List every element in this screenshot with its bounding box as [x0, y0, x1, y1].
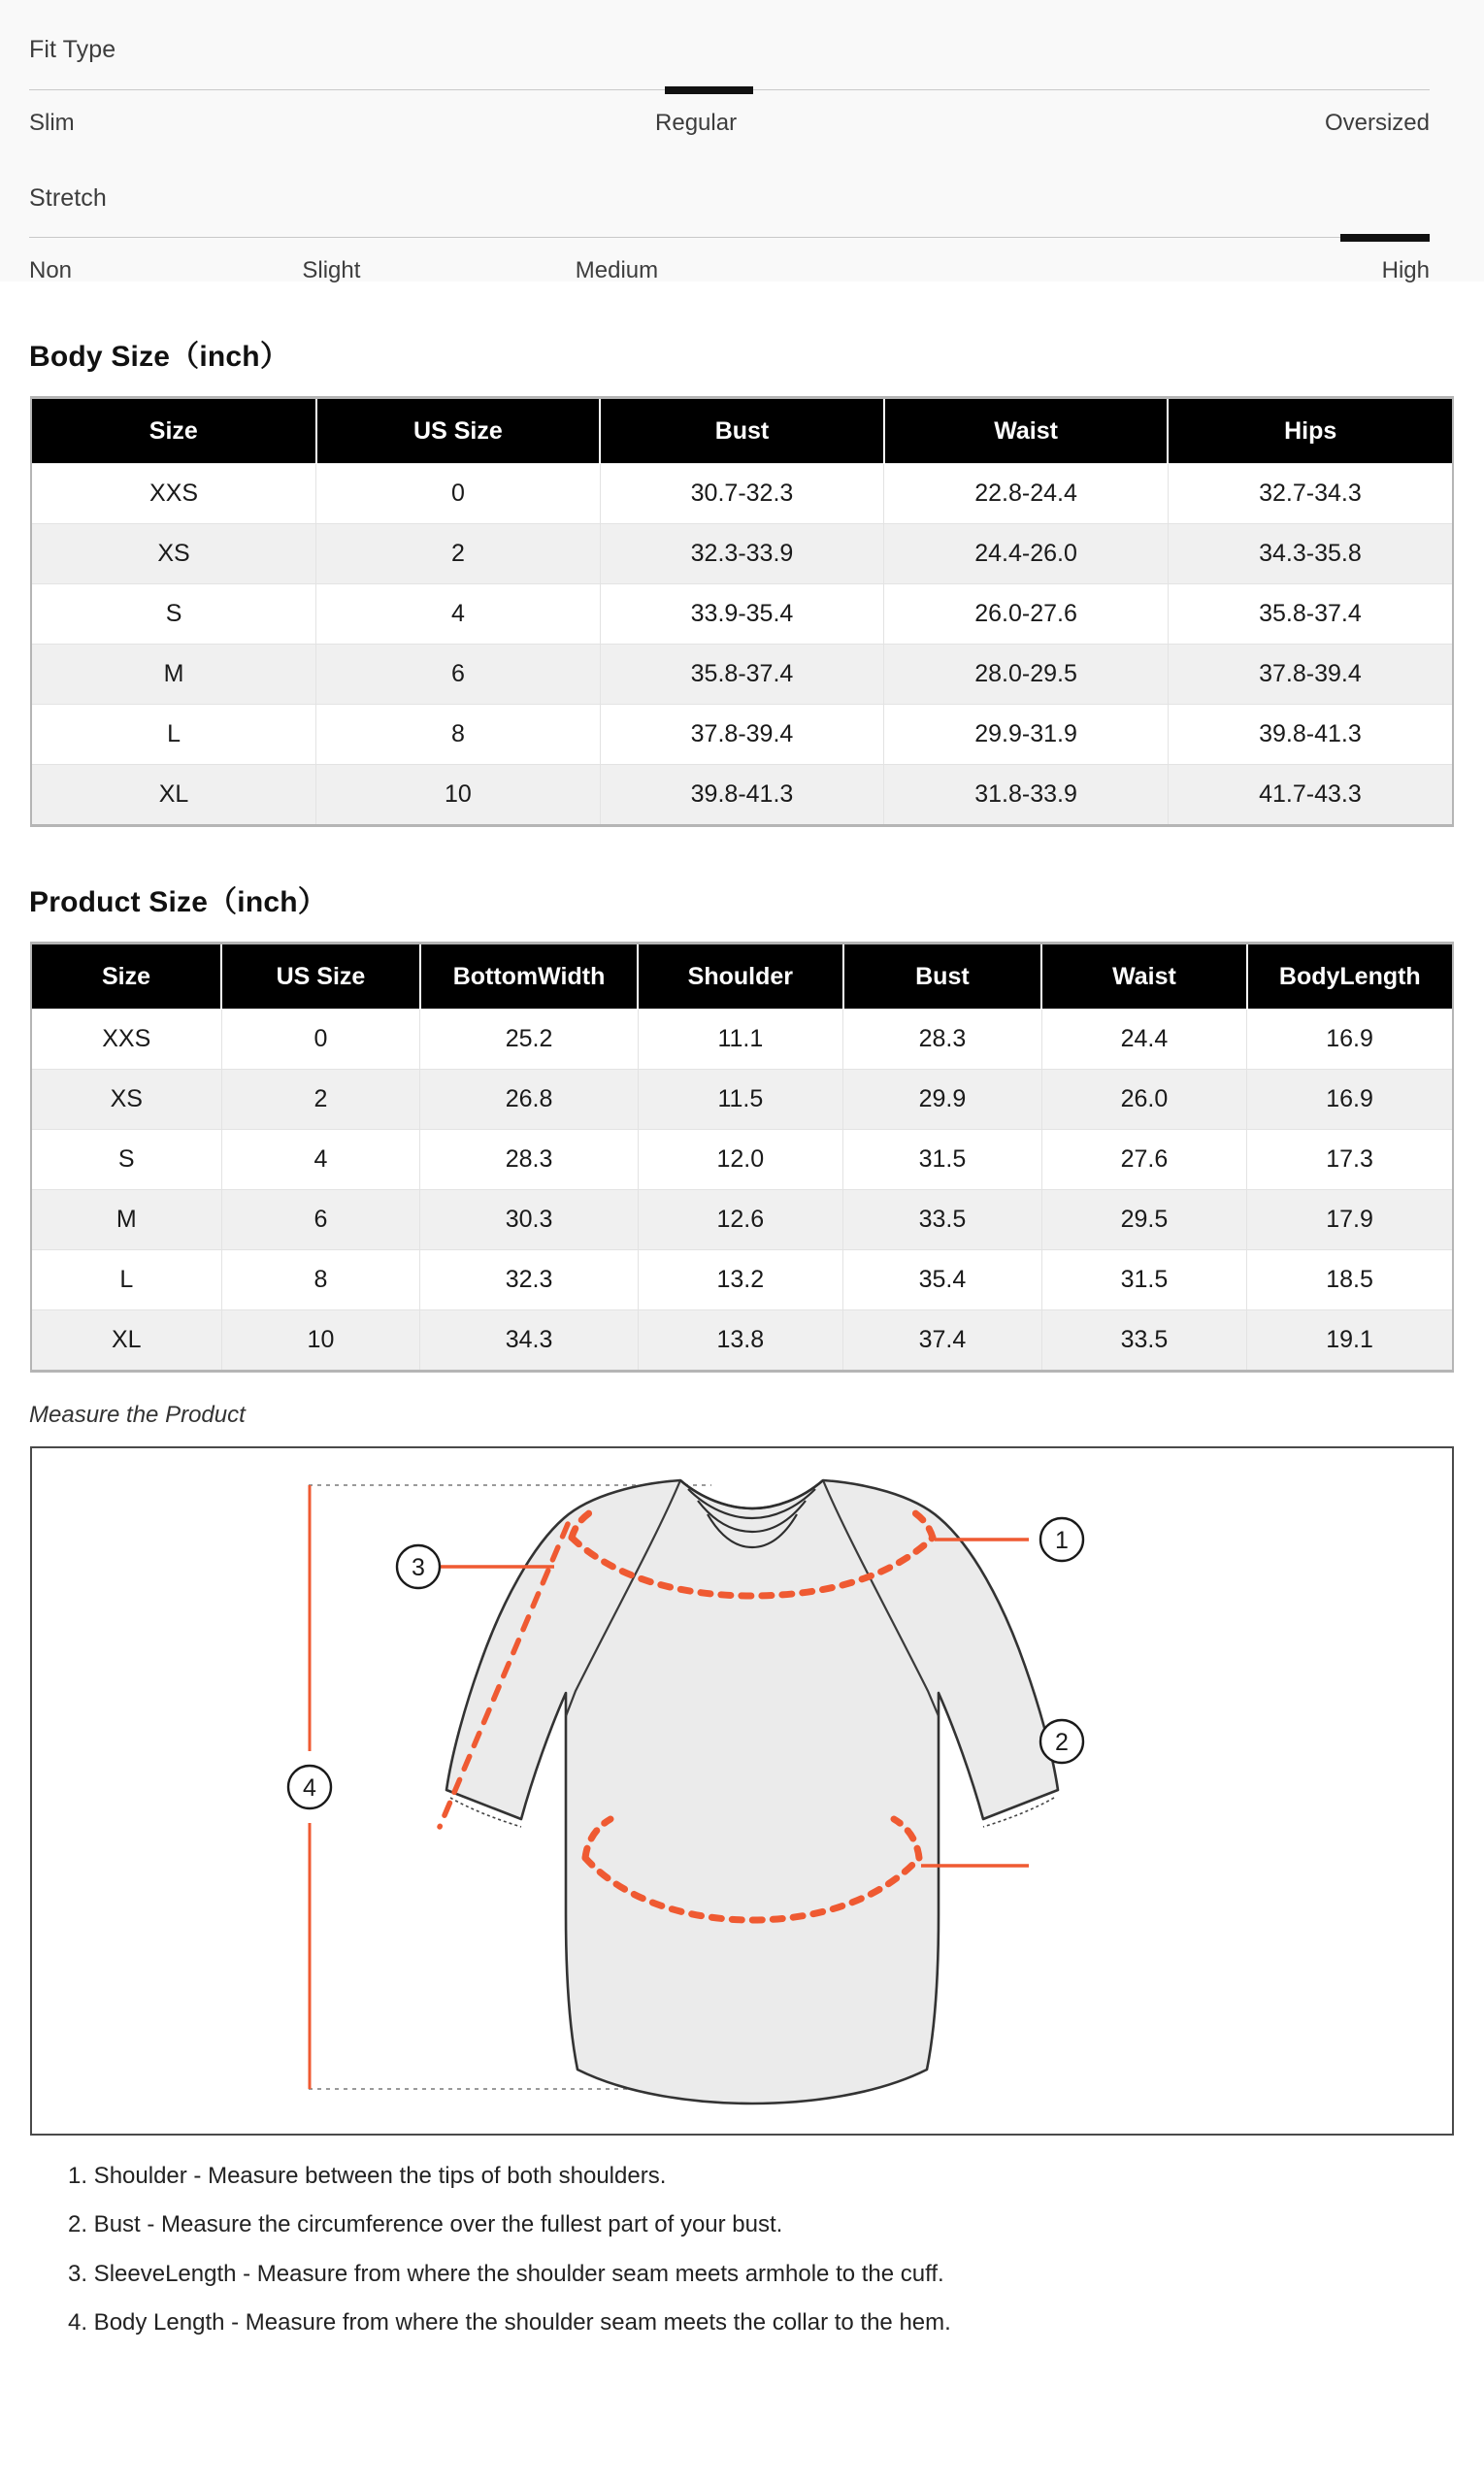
- note-item: 1. Shoulder - Measure between the tips of both shoulders.: [68, 2163, 667, 2189]
- table-cell: 32.3: [420, 1250, 638, 1310]
- table-cell: 22.8-24.4: [884, 464, 1169, 524]
- table-cell: 30.7-32.3: [600, 464, 884, 524]
- note-item: 3. SleeveLength - Measure from where the shoulder seam meets armhole to the cuff.: [68, 2260, 944, 2287]
- table-cell: 16.9: [1247, 1010, 1452, 1070]
- stretch-slider-labels: [29, 257, 1430, 290]
- table-cell: S: [32, 584, 316, 645]
- marker-1: [1040, 1518, 1083, 1561]
- table-cell: 29.9: [843, 1070, 1042, 1130]
- table-cell: 17.9: [1247, 1190, 1452, 1250]
- measure-the-product-caption: Measure the Product: [29, 1402, 246, 1428]
- column-header: Bust: [843, 944, 1042, 1010]
- table-cell: XS: [32, 524, 316, 584]
- column-header: BottomWidth: [420, 944, 638, 1010]
- table-row: [32, 1310, 1452, 1371]
- table-cell: 13.8: [638, 1310, 842, 1371]
- table-cell: 33.5: [843, 1190, 1042, 1250]
- table-cell: 11.1: [638, 1010, 842, 1070]
- fit-type-slider-thumb[interactable]: [665, 86, 753, 94]
- fit-type-group: [29, 37, 1455, 143]
- table-cell: 24.4-26.0: [884, 524, 1169, 584]
- garment-diagram-svg: [32, 1448, 1452, 2134]
- stretch-title: Stretch: [29, 183, 107, 212]
- fit-type-slider[interactable]: [29, 85, 1430, 94]
- table-cell: 2: [316, 524, 601, 584]
- column-header: Hips: [1168, 399, 1452, 464]
- column-header: Size: [32, 944, 221, 1010]
- table-cell: 10: [316, 765, 601, 825]
- table-cell: 19.1: [1247, 1310, 1452, 1371]
- table-cell: 31.5: [1041, 1250, 1246, 1310]
- table-cell: XS: [32, 1070, 221, 1130]
- table-cell: 35.8-37.4: [600, 645, 884, 705]
- fit-type-slider-labels: [29, 110, 1430, 143]
- table-cell: 10: [221, 1310, 420, 1371]
- table-cell: 17.3: [1247, 1130, 1452, 1190]
- table-cell: 26.0: [1041, 1070, 1246, 1130]
- table-cell: 37.8-39.4: [600, 705, 884, 765]
- table-cell: 30.3: [420, 1190, 638, 1250]
- measurement-notes: [29, 2161, 1484, 2339]
- table-cell: 2: [221, 1070, 420, 1130]
- table-cell: M: [32, 645, 316, 705]
- table-cell: 0: [316, 464, 601, 524]
- garment-illustration: [446, 1480, 1058, 2104]
- table-cell: 41.7-43.3: [1168, 765, 1452, 825]
- table-cell: 11.5: [638, 1070, 842, 1130]
- table-row: [32, 1190, 1452, 1250]
- stretch-option-slight[interactable]: Slight: [302, 257, 361, 283]
- stretch-option-high[interactable]: High: [1381, 257, 1430, 283]
- fit-type-title: Fit Type: [29, 36, 116, 63]
- table-cell: 12.0: [638, 1130, 842, 1190]
- table-cell: 4: [316, 584, 601, 645]
- table-cell: 16.9: [1247, 1070, 1452, 1130]
- body-size-table: [32, 399, 1452, 824]
- product-size-heading: Product Size（inch）: [29, 886, 327, 918]
- table-cell: 35.4: [843, 1250, 1042, 1310]
- product-size-table-wrapper: [30, 942, 1454, 1373]
- table-cell: 28.3: [843, 1010, 1042, 1070]
- note-item: 4. Body Length - Measure from where the shoulder seam meets the collar to the hem.: [68, 2309, 951, 2336]
- table-row: [32, 765, 1452, 825]
- table-cell: 37.8-39.4: [1168, 645, 1452, 705]
- stretch-slider-line: [29, 237, 1430, 238]
- column-header: Waist: [884, 399, 1169, 464]
- table-header-row: [32, 944, 1452, 1010]
- column-header: Shoulder: [638, 944, 842, 1010]
- table-cell: 28.0-29.5: [884, 645, 1169, 705]
- note-item: 2. Bust - Measure the circumference over the fullest part of your bust.: [68, 2211, 783, 2238]
- table-cell: 12.6: [638, 1190, 842, 1250]
- column-header: Size: [32, 399, 316, 464]
- marker-3: [397, 1545, 440, 1588]
- column-header: Bust: [600, 399, 884, 464]
- table-body: [32, 464, 1452, 825]
- stretch-slider-thumb[interactable]: [1340, 234, 1430, 242]
- table-cell: 27.6: [1041, 1130, 1246, 1190]
- table-cell: 24.4: [1041, 1010, 1246, 1070]
- table-cell: 29.9-31.9: [884, 705, 1169, 765]
- table-cell: 26.0-27.6: [884, 584, 1169, 645]
- table-cell: 4: [221, 1130, 420, 1190]
- table-cell: 34.3-35.8: [1168, 524, 1452, 584]
- body-size-table-wrapper: [30, 396, 1454, 827]
- marker-2: [1040, 1720, 1083, 1763]
- table-row: [32, 1010, 1452, 1070]
- table-row: [32, 464, 1452, 524]
- table-row: [32, 584, 1452, 645]
- fit-panel: [0, 0, 1484, 282]
- column-header: BodyLength: [1247, 944, 1452, 1010]
- table-cell: 13.2: [638, 1250, 842, 1310]
- table-cell: XXS: [32, 1010, 221, 1070]
- fit-type-option-slim[interactable]: Slim: [29, 109, 75, 136]
- marker-3-label: 3: [412, 1554, 425, 1581]
- table-cell: 6: [316, 645, 601, 705]
- table-cell: M: [32, 1190, 221, 1250]
- table-cell: 33.5: [1041, 1310, 1246, 1371]
- product-size-table: [32, 944, 1452, 1370]
- table-header-row: [32, 399, 1452, 464]
- stretch-option-medium[interactable]: Medium: [575, 257, 659, 283]
- table-row: [32, 1130, 1452, 1190]
- table-cell: 37.4: [843, 1310, 1042, 1371]
- table-cell: 25.2: [420, 1010, 638, 1070]
- table-cell: XXS: [32, 464, 316, 524]
- table-cell: L: [32, 705, 316, 765]
- table-cell: 31.5: [843, 1130, 1042, 1190]
- stretch-slider[interactable]: [29, 233, 1430, 242]
- stretch-option-non[interactable]: Non: [29, 257, 73, 283]
- table-cell: 33.9-35.4: [600, 584, 884, 645]
- table-cell: 29.5: [1041, 1190, 1246, 1250]
- table-cell: 8: [316, 705, 601, 765]
- table-cell: XL: [32, 765, 316, 825]
- table-row: [32, 524, 1452, 584]
- marker-4: [288, 1766, 331, 1808]
- table-cell: 35.8-37.4: [1168, 584, 1452, 645]
- marker-2-label: 2: [1055, 1729, 1069, 1756]
- table-cell: 18.5: [1247, 1250, 1452, 1310]
- column-header: US Size: [316, 399, 601, 464]
- column-header: US Size: [221, 944, 420, 1010]
- table-row: [32, 705, 1452, 765]
- table-cell: 34.3: [420, 1310, 638, 1371]
- table-cell: L: [32, 1250, 221, 1310]
- table-cell: XL: [32, 1310, 221, 1371]
- marker-1-label: 1: [1055, 1527, 1069, 1554]
- column-header: Waist: [1041, 944, 1246, 1010]
- table-cell: 32.3-33.9: [600, 524, 884, 584]
- table-cell: 39.8-41.3: [600, 765, 884, 825]
- table-cell: S: [32, 1130, 221, 1190]
- fit-type-option-regular[interactable]: Regular: [655, 109, 738, 136]
- table-cell: 26.8: [420, 1070, 638, 1130]
- table-cell: 28.3: [420, 1130, 638, 1190]
- table-row: [32, 1070, 1452, 1130]
- body-size-heading: Body Size（inch）: [29, 341, 290, 373]
- table-cell: 39.8-41.3: [1168, 705, 1452, 765]
- table-cell: 32.7-34.3: [1168, 464, 1452, 524]
- table-cell: 31.8-33.9: [884, 765, 1169, 825]
- table-row: [32, 1250, 1452, 1310]
- table-cell: 6: [221, 1190, 420, 1250]
- measurement-diagram: [30, 1446, 1454, 2136]
- fit-type-option-oversized[interactable]: Oversized: [1324, 109, 1430, 136]
- stretch-group: [29, 185, 1455, 291]
- table-cell: 0: [221, 1010, 420, 1070]
- table-row: [32, 645, 1452, 705]
- marker-4-label: 4: [303, 1774, 316, 1802]
- table-body: [32, 1010, 1452, 1371]
- table-cell: 8: [221, 1250, 420, 1310]
